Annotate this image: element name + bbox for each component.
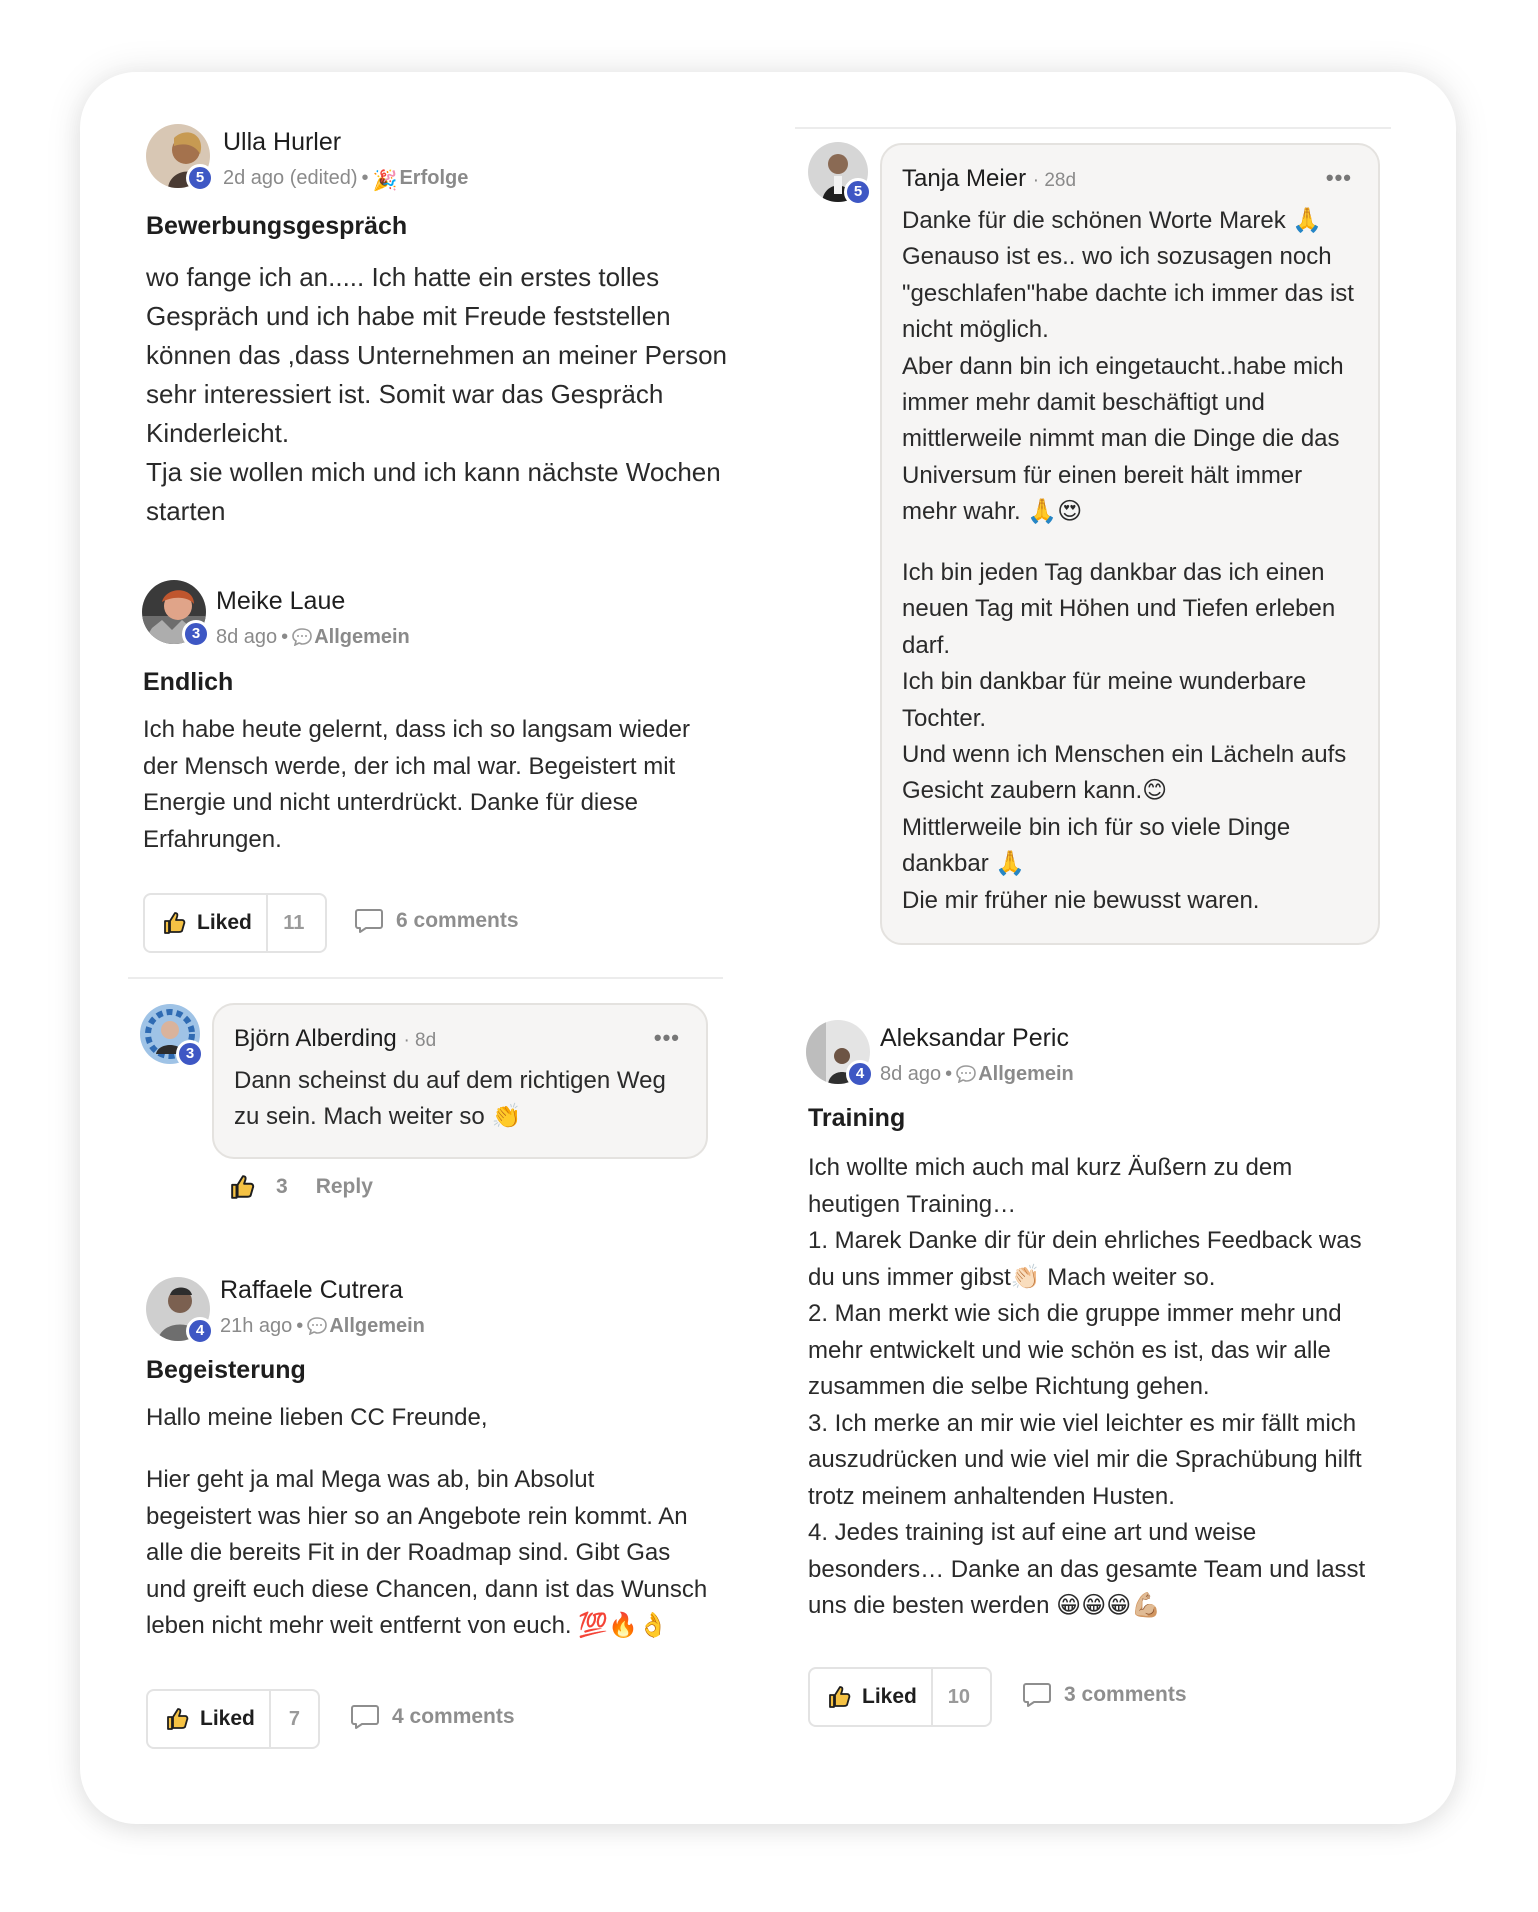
author-name[interactable]: Raffaele Cutrera (220, 1276, 403, 1304)
level-badge: 3 (182, 620, 210, 648)
avatar[interactable] (146, 124, 210, 188)
comment-bubble (212, 1003, 708, 1159)
avatar[interactable] (806, 1020, 870, 1084)
post-body: Hier geht ja mal Mega was ab, bin Absolut begeistert was hier so an Angebote rein kommt. An alle die bereits Fit in der Roadmap sind. Gibt Gas und greift euch diese Chancen, dann ist das Wunsch leben nicht mehr weit entfernt von euch. 💯🔥👌 (146, 1466, 708, 1639)
party-popper-icon: 🎉 (372, 168, 398, 192)
category-label[interactable]: Allgemein (978, 1063, 1074, 1085)
avatar[interactable] (808, 142, 868, 202)
comments-link[interactable] (350, 1704, 515, 1730)
comment-header (902, 165, 1076, 193)
post-time: 8d ago (880, 1063, 942, 1085)
comment-bubble (880, 143, 1380, 945)
thumbs-up-icon (163, 911, 187, 935)
speech-bubble-icon (292, 628, 312, 652)
comments-link[interactable] (1022, 1682, 1187, 1708)
comments-count: 6 comments (396, 909, 519, 932)
like-button[interactable] (148, 1691, 271, 1747)
thumbs-up-icon (828, 1685, 852, 1709)
category-label[interactable]: Erfolge (399, 167, 469, 189)
level-badge: 5 (186, 164, 214, 192)
level-badge: 4 (846, 1060, 874, 1088)
comment-header (234, 1025, 436, 1053)
comment-icon (1022, 1682, 1052, 1708)
post-title[interactable]: Bewerbungsgespräch (146, 212, 408, 240)
like-button[interactable] (145, 895, 268, 951)
comment-time: · 8d (403, 1030, 437, 1051)
more-options-button[interactable]: ••• (653, 1025, 680, 1050)
speech-bubble-icon (956, 1065, 976, 1089)
author-name[interactable]: Ulla Hurler (223, 128, 342, 156)
like-label: Liked (200, 1707, 255, 1730)
comments-count: 4 comments (392, 1705, 515, 1728)
level-badge: 3 (176, 1040, 204, 1068)
avatar[interactable] (146, 1277, 210, 1341)
level-badge: 5 (844, 178, 872, 206)
post-body: Ich wollte mich auch mal kurz Äußern zu dem heutigen Training… 1. Marek Danke dir für dein ehrliches Feedback was du uns immer gibst👏🏻 Mach weiter so. 2. Man merkt wie sich die gruppe immer mehr und mehr entwickelt und wie schön es ist, das wir alle zusammen die selbe Richtung gehen. 3. Ich merke an mir wie viel leichter es mir fällt mich auszudrücken und wie viel mir die Sprachübung hilft trotz meinem anhaltenden Husten. 4. Jedes training ist auf eine art und weise besonders… Danke an das gesamte Team und lasst uns die besten werden 😁😁😁💪🏼 (808, 1154, 1366, 1619)
comments-count: 3 comments (1064, 1683, 1187, 1706)
post-title[interactable]: Begeisterung (146, 1356, 306, 1384)
category-label[interactable]: Allgemein (329, 1315, 425, 1337)
comment-icon (354, 908, 384, 934)
author-name[interactable]: Aleksandar Peric (880, 1024, 1069, 1052)
post-title[interactable]: Endlich (143, 668, 234, 696)
like-button-group[interactable] (808, 1667, 992, 1727)
level-badge: 4 (186, 1317, 214, 1345)
post-greeting: Hallo meine lieben CC Freunde, (146, 1404, 488, 1431)
post-time: 2d ago (edited) (223, 167, 358, 189)
post-body: Ich habe heute gelernt, dass ich so langsam wieder der Mensch werde, der ich mal war. Begeistert mit Energie und nicht unterdrückt. Danke für diese Erfahrungen. (143, 716, 690, 853)
post-body: wo fange ich an..... Ich hatte ein erstes tolles Gespräch und ich habe mit Freude feststellen können das ,dass Unternehmen an meiner Person sehr interessiert ist. Somit war das Gespräch Kinderleicht. Tja sie wollen mich und ich kann nächste Wochen starten (146, 262, 728, 526)
avatar[interactable] (140, 1004, 200, 1064)
comment-time: · 28d (1032, 170, 1077, 191)
thumbs-up-icon[interactable] (230, 1174, 256, 1200)
author-name[interactable]: Meike Laue (216, 587, 346, 615)
post-meta: 2d ago (edited) • 🎉 Erfolge (223, 167, 469, 192)
like-label: Liked (197, 911, 252, 934)
post-meta: 21h ago • Allgemein (220, 1315, 425, 1341)
like-button-group[interactable] (143, 893, 327, 953)
comment-text: Danke für die schönen Worte Marek 🙏 Genauso ist es.. wo ich sozusagen noch "geschlafen"habe dachte ich immer das ist nicht möglich. Aber dann bin ich eingetaucht..habe mich immer mehr damit beschäftigt und mittlerweile nimmt man die Dinge die das Universum für einen bereit hält immer mehr wahr. 🙏😍 (902, 207, 1354, 526)
post-title[interactable]: Training (808, 1104, 906, 1132)
like-count[interactable]: 7 (288, 1707, 300, 1730)
speech-bubble-icon (307, 1317, 327, 1341)
like-count[interactable]: 11 (283, 911, 305, 934)
category-label[interactable]: Allgemein (314, 626, 410, 648)
divider (795, 127, 1391, 129)
post-time: 8d ago (216, 626, 278, 648)
like-button[interactable] (810, 1669, 933, 1725)
like-count: 3 (276, 1175, 288, 1198)
thumbs-up-icon (166, 1707, 190, 1731)
author-name[interactable]: Tanja Meier (902, 165, 1027, 192)
comment-text: Dann scheinst du auf dem richtigen Weg zu sein. Mach weiter so 👏 (234, 1067, 666, 1131)
comment-actions (230, 1174, 373, 1200)
comment-icon (350, 1704, 380, 1730)
post-meta: 8d ago • Allgemein (216, 626, 410, 652)
comments-link[interactable] (354, 908, 519, 934)
like-count[interactable]: 10 (947, 1685, 970, 1708)
post-meta: 8d ago • Allgemein (880, 1063, 1074, 1089)
reply-button[interactable]: Reply (315, 1175, 373, 1198)
comment-text: Ich bin jeden Tag dankbar das ich einen neuen Tag mit Höhen und Tiefen erleben darf. Ich bin dankbar für meine wunderbare Tochter. Und wenn ich Menschen ein Lächeln aufs Gesicht zaubern kann.😊 Mittlerweile bin ich für so viele Dinge dankbar 🙏 Die mir früher nie bewusst waren. (902, 559, 1347, 914)
post-time: 21h ago (220, 1315, 293, 1337)
author-name[interactable]: Björn Alberding (234, 1025, 397, 1052)
more-options-button[interactable]: ••• (1325, 165, 1352, 190)
avatar[interactable] (142, 580, 206, 644)
divider (128, 977, 723, 979)
like-label: Liked (862, 1685, 917, 1708)
like-button-group[interactable] (146, 1689, 320, 1749)
